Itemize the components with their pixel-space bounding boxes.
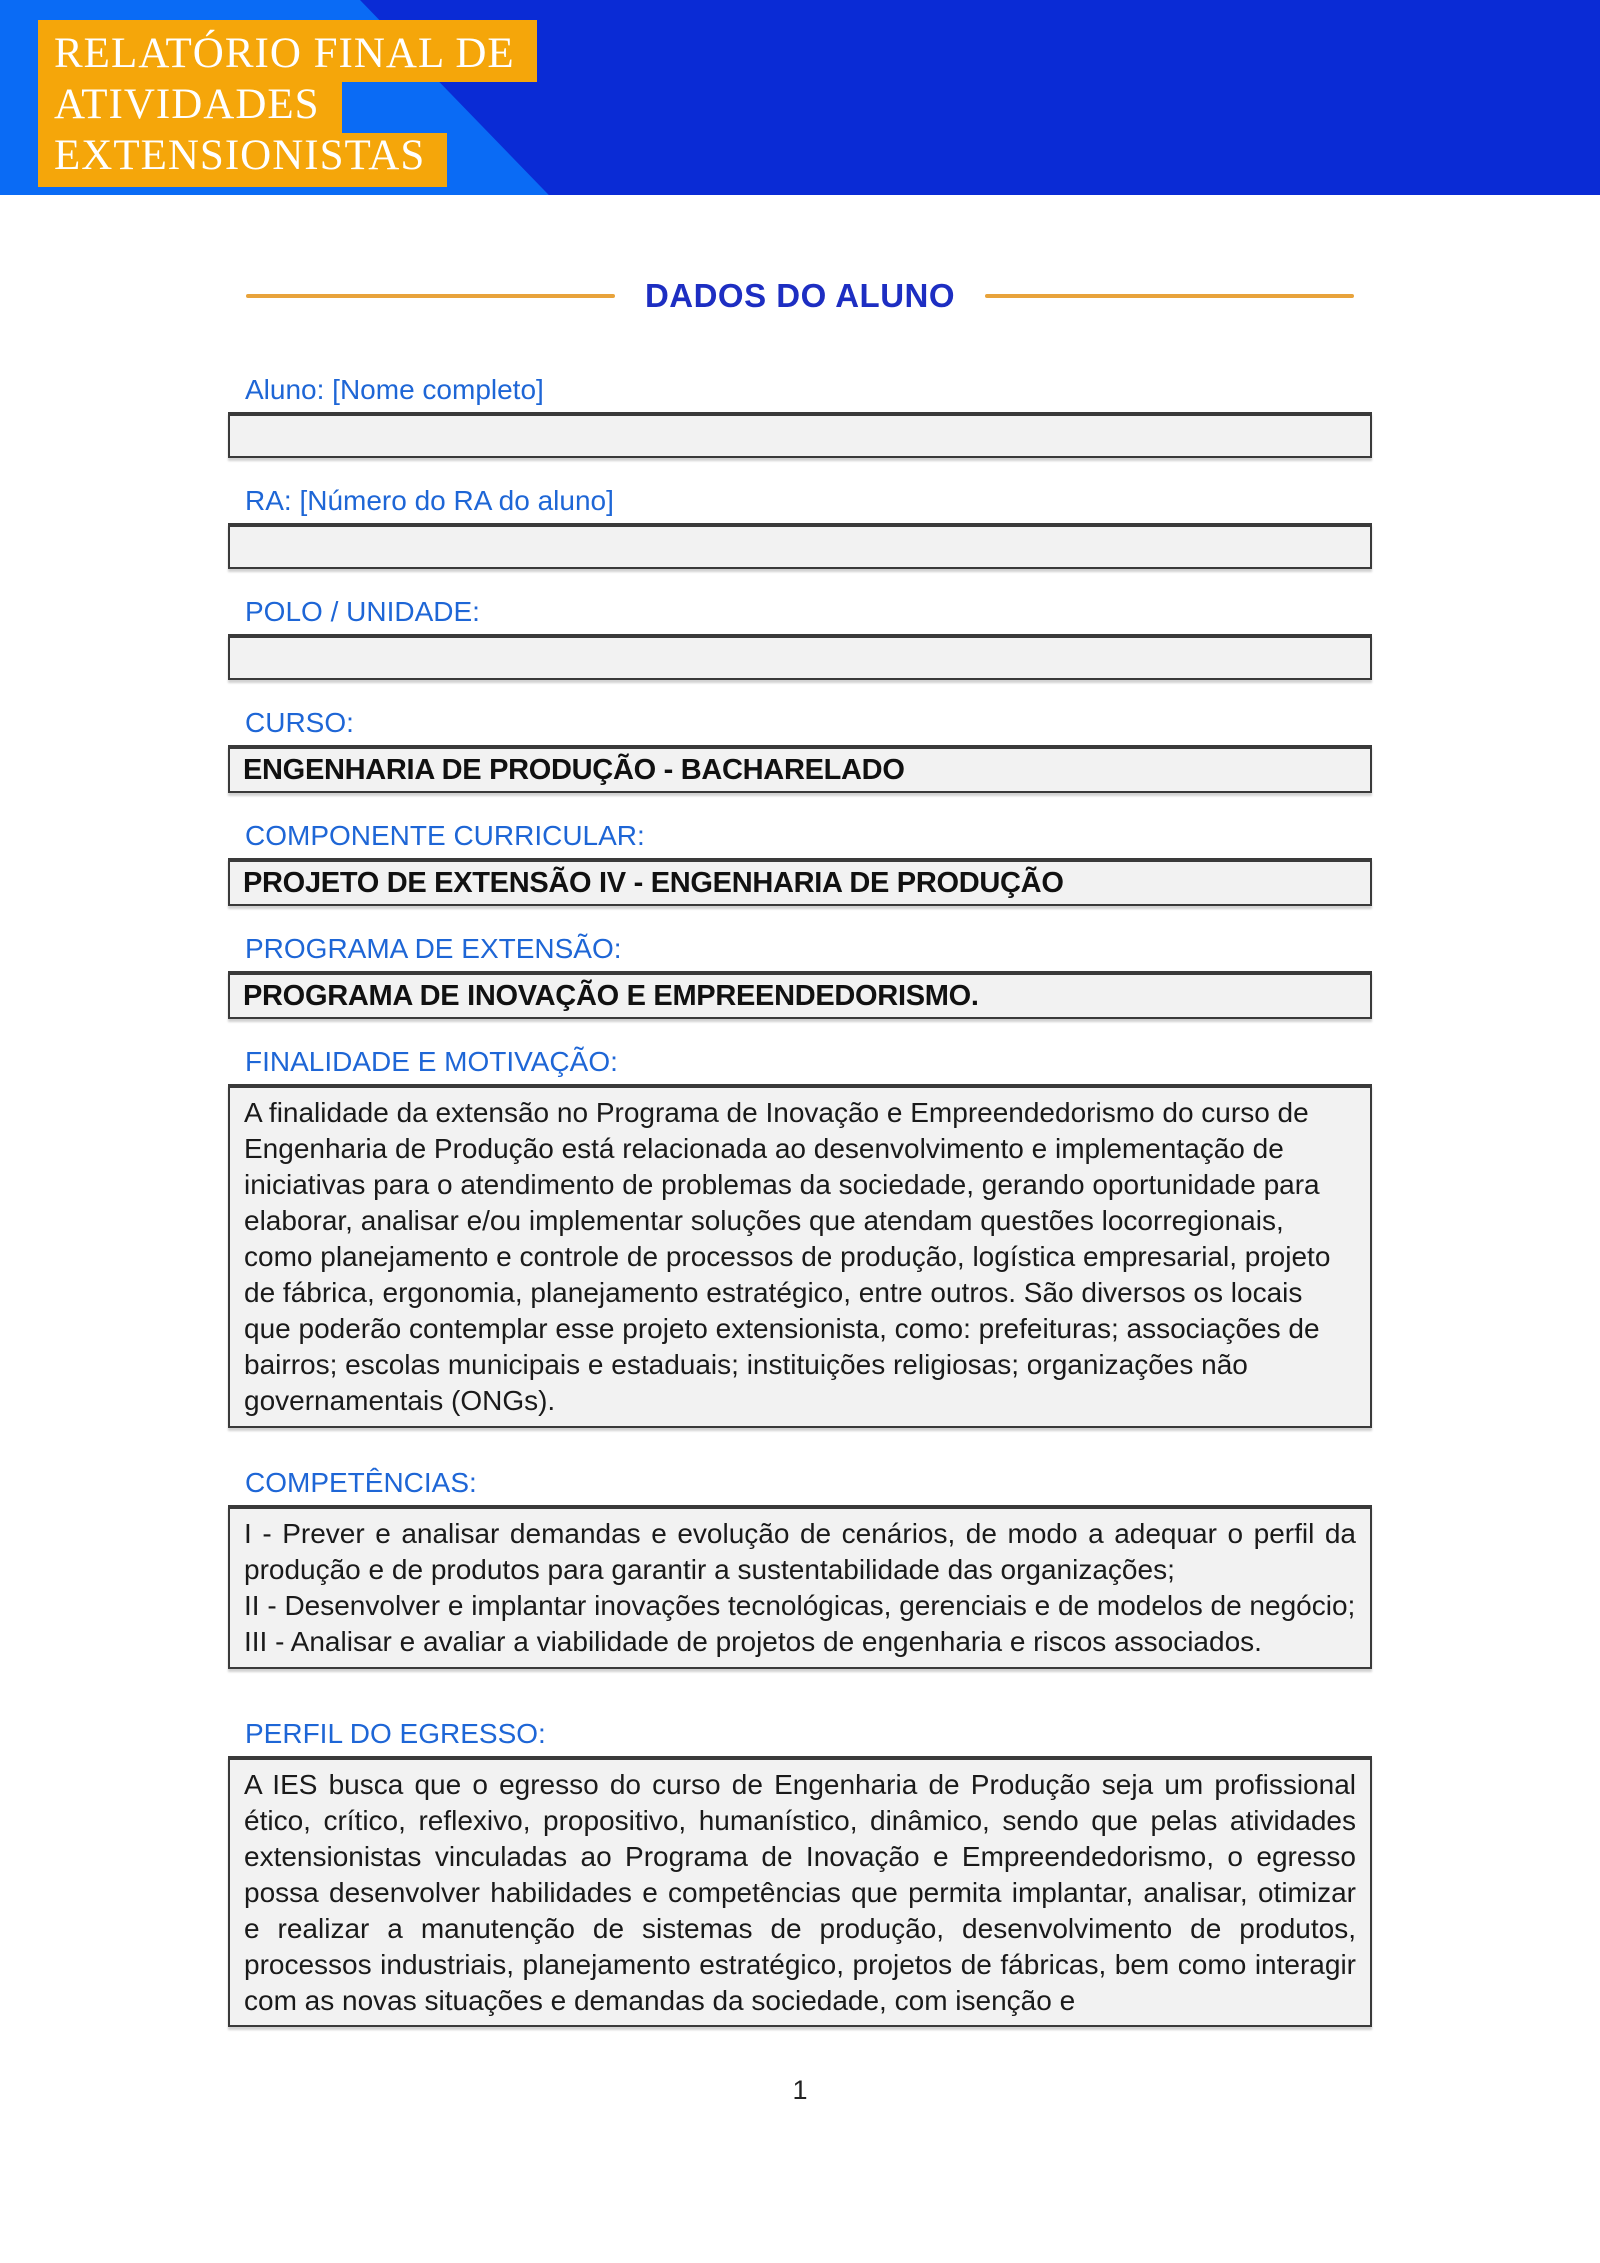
field-curso bbox=[228, 708, 1372, 793]
curso-value: ENGENHARIA DE PRODUÇÃO - BACHARELADO bbox=[228, 745, 1372, 793]
section-title-row bbox=[0, 277, 1600, 315]
field-programa-extensao bbox=[228, 934, 1372, 1019]
field-finalidade-motivacao bbox=[228, 1047, 1372, 1428]
report-title-line-2: ATIVIDADES bbox=[38, 82, 342, 133]
competencias-item-2: II - Desenvolver e implantar inovações tecnológicas, gerenciais e de modelos de negócio; bbox=[244, 1590, 1356, 1621]
curso-label: CURSO: bbox=[245, 707, 354, 738]
competencias-list bbox=[228, 1505, 1372, 1669]
ra-label: RA: [Número do RA do aluno] bbox=[245, 485, 614, 516]
competencias-item-1: I - Prever e analisar demandas e evolução de cenários, de modo a adequar o perfil da produção e de produtos para garantir a sustentabilidade das organizações; bbox=[244, 1518, 1356, 1585]
finalidade-motivacao-label: FINALIDADE E MOTIVAÇÃO: bbox=[245, 1046, 618, 1077]
field-ra bbox=[228, 486, 1372, 569]
form-content bbox=[228, 375, 1372, 2106]
competencias-item-3: III - Analisar e avaliar a viabilidade de projetos de engenharia e riscos associados. bbox=[244, 1626, 1262, 1657]
field-componente-curricular bbox=[228, 821, 1372, 906]
field-competencias bbox=[228, 1468, 1372, 1669]
polo-unidade-label: POLO / UNIDADE: bbox=[245, 596, 480, 627]
perfil-egresso-label: PERFIL DO EGRESSO: bbox=[245, 1718, 546, 1749]
componente-curricular-label: COMPONENTE CURRICULAR: bbox=[245, 820, 645, 851]
report-title-line-1: RELATÓRIO FINAL DE bbox=[38, 20, 537, 82]
divider-left bbox=[246, 294, 615, 298]
field-aluno bbox=[228, 375, 1372, 458]
report-title bbox=[38, 20, 537, 187]
ra-input[interactable] bbox=[228, 523, 1372, 569]
field-polo-unidade bbox=[228, 597, 1372, 680]
componente-curricular-value: PROJETO DE EXTENSÃO IV - ENGENHARIA DE PRODUÇÃO bbox=[228, 858, 1372, 906]
programa-extensao-value: PROGRAMA DE INOVAÇÃO E EMPREENDEDORISMO. bbox=[228, 971, 1372, 1019]
header-banner bbox=[0, 0, 1600, 195]
aluno-input[interactable] bbox=[228, 412, 1372, 458]
report-title-line-3: EXTENSIONISTAS bbox=[38, 133, 447, 187]
perfil-egresso-text: A IES busca que o egresso do curso de Engenharia de Produção seja um profissional ético, crítico, reflexivo, propositivo, humanístico, dinâmico, sendo que pelas atividades extensionistas vinculadas ao Programa de Inovação e Empreendedorismo, o egresso possa desenvolver habilidades e competências que permita implantar, analisar, otimizar e realizar a manutenção de sistemas de produção, desenvolvimento de produtos, processos industriais, planejamento estratégico, projetos de fábricas, bem como interagir com as novas situações e demandas da sociedade, com isenção e bbox=[228, 1756, 1372, 2027]
polo-unidade-input[interactable] bbox=[228, 634, 1372, 680]
programa-extensao-label: PROGRAMA DE EXTENSÃO: bbox=[245, 933, 622, 964]
competencias-label: COMPETÊNCIAS: bbox=[245, 1467, 477, 1498]
page-number: 1 bbox=[792, 2075, 808, 2105]
section-title: DADOS DO ALUNO bbox=[644, 277, 956, 314]
field-perfil-egresso bbox=[228, 1719, 1372, 2027]
finalidade-motivacao-text: A finalidade da extensão no Programa de Inovação e Empreendedorismo do curso de Engenharia de Produção está relacionada ao desenvolvimento e implementação de iniciativas para o atendimento de problemas da sociedade, gerando oportunidade para elaborar, analisar e/ou implementar soluções que atendam questões locorregionais, como planejamento e controle de processos de produção, logística empresarial, projeto de fábrica, ergonomia, planejamento estratégico, entre outros. São diversos os locais que poderão contemplar esse projeto extensionista, como: prefeituras; associações de bairros; escolas municipais e estaduais; instituições religiosas; organizações não governamentais (ONGs). bbox=[228, 1084, 1372, 1428]
divider-right bbox=[985, 294, 1354, 298]
aluno-label: Aluno: [Nome completo] bbox=[245, 374, 544, 405]
